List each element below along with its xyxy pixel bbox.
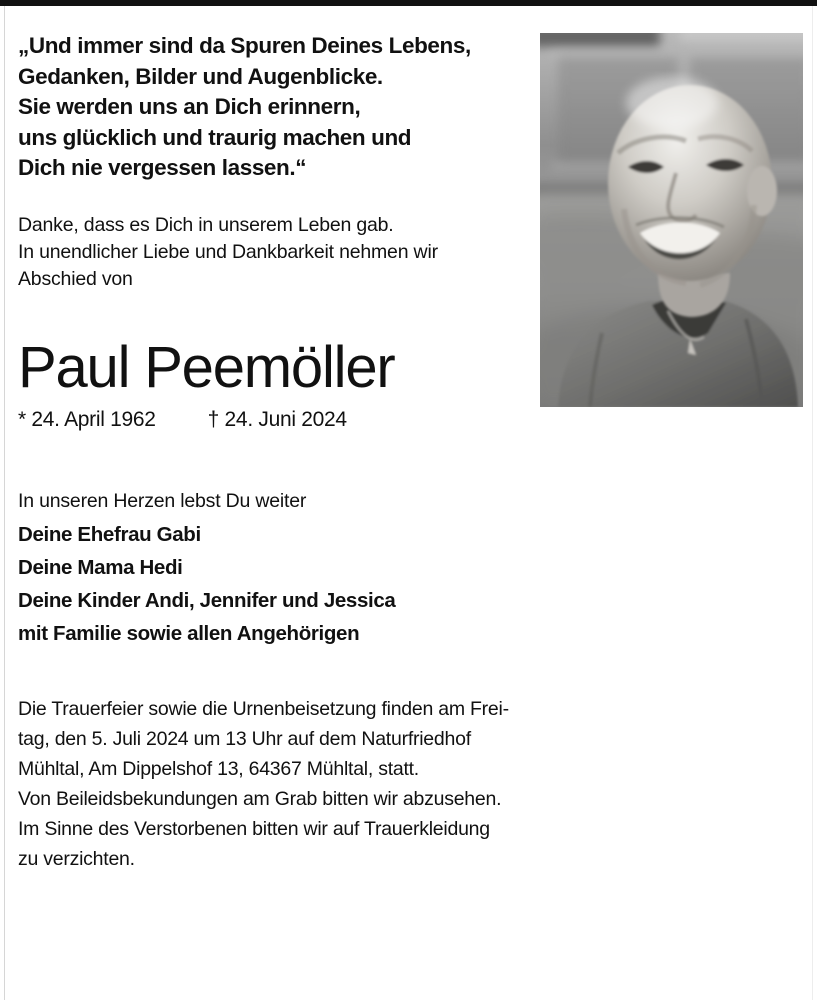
- service-line: zu verzichten.: [18, 847, 135, 870]
- survivor-line: mit Familie sowie allen Angehörigen: [18, 621, 360, 645]
- intro-line: Danke, dass es Dich in unserem Leben gab.: [18, 213, 394, 236]
- survivor-line: Deine Kinder Andi, Jennifer und Jessica: [18, 588, 396, 612]
- memorial-quote: [18, 31, 538, 184]
- quote-line: Gedanken, Bilder und Augenblicke.: [18, 63, 383, 89]
- service-line: Von Beileidsbekundungen am Grab bitten wir abzusehen.: [18, 787, 502, 810]
- intro-line: In unendlicher Liebe und Dankbarkeit nehmen wir: [18, 240, 438, 263]
- notice-content: [18, 6, 799, 874]
- survivor-line: Deine Mama Hedi: [18, 555, 183, 579]
- left-border-rule: [4, 6, 5, 1000]
- survivor-line: Deine Ehefrau Gabi: [18, 522, 201, 546]
- death-date: † 24. Juni 2024: [207, 407, 347, 431]
- quote-line: uns glücklich und traurig machen und: [18, 124, 412, 150]
- intro-text: [18, 212, 538, 293]
- service-line: Die Trauerfeier sowie die Urnenbeisetzung finden am Frei-: [18, 697, 509, 720]
- quote-line: Sie werden uns an Dich erinnern,: [18, 94, 361, 119]
- right-border-rule: [812, 6, 813, 1000]
- birth-date: * 24. April 1962: [18, 407, 156, 431]
- life-dates: [18, 407, 799, 433]
- survivors-block: [18, 485, 799, 650]
- deceased-name: Paul Peemöller: [18, 334, 395, 400]
- service-line: tag, den 5. Juli 2024 um 13 Uhr auf dem Naturfriedhof: [18, 727, 471, 750]
- survivors-lead: In unseren Herzen lebst Du weiter: [18, 489, 307, 512]
- service-line: Im Sinne des Verstorbenen bitten wir auf Trauerkleidung: [18, 817, 490, 840]
- quote-line: Dich nie vergessen lassen.“: [18, 155, 307, 180]
- quote-line: „Und immer sind da Spuren Deines Lebens,: [18, 33, 471, 58]
- service-details: [18, 694, 618, 874]
- service-line: Mühltal, Am Dippelshof 13, 64367 Mühltal, statt.: [18, 757, 419, 780]
- intro-line: Abschied von: [18, 267, 133, 290]
